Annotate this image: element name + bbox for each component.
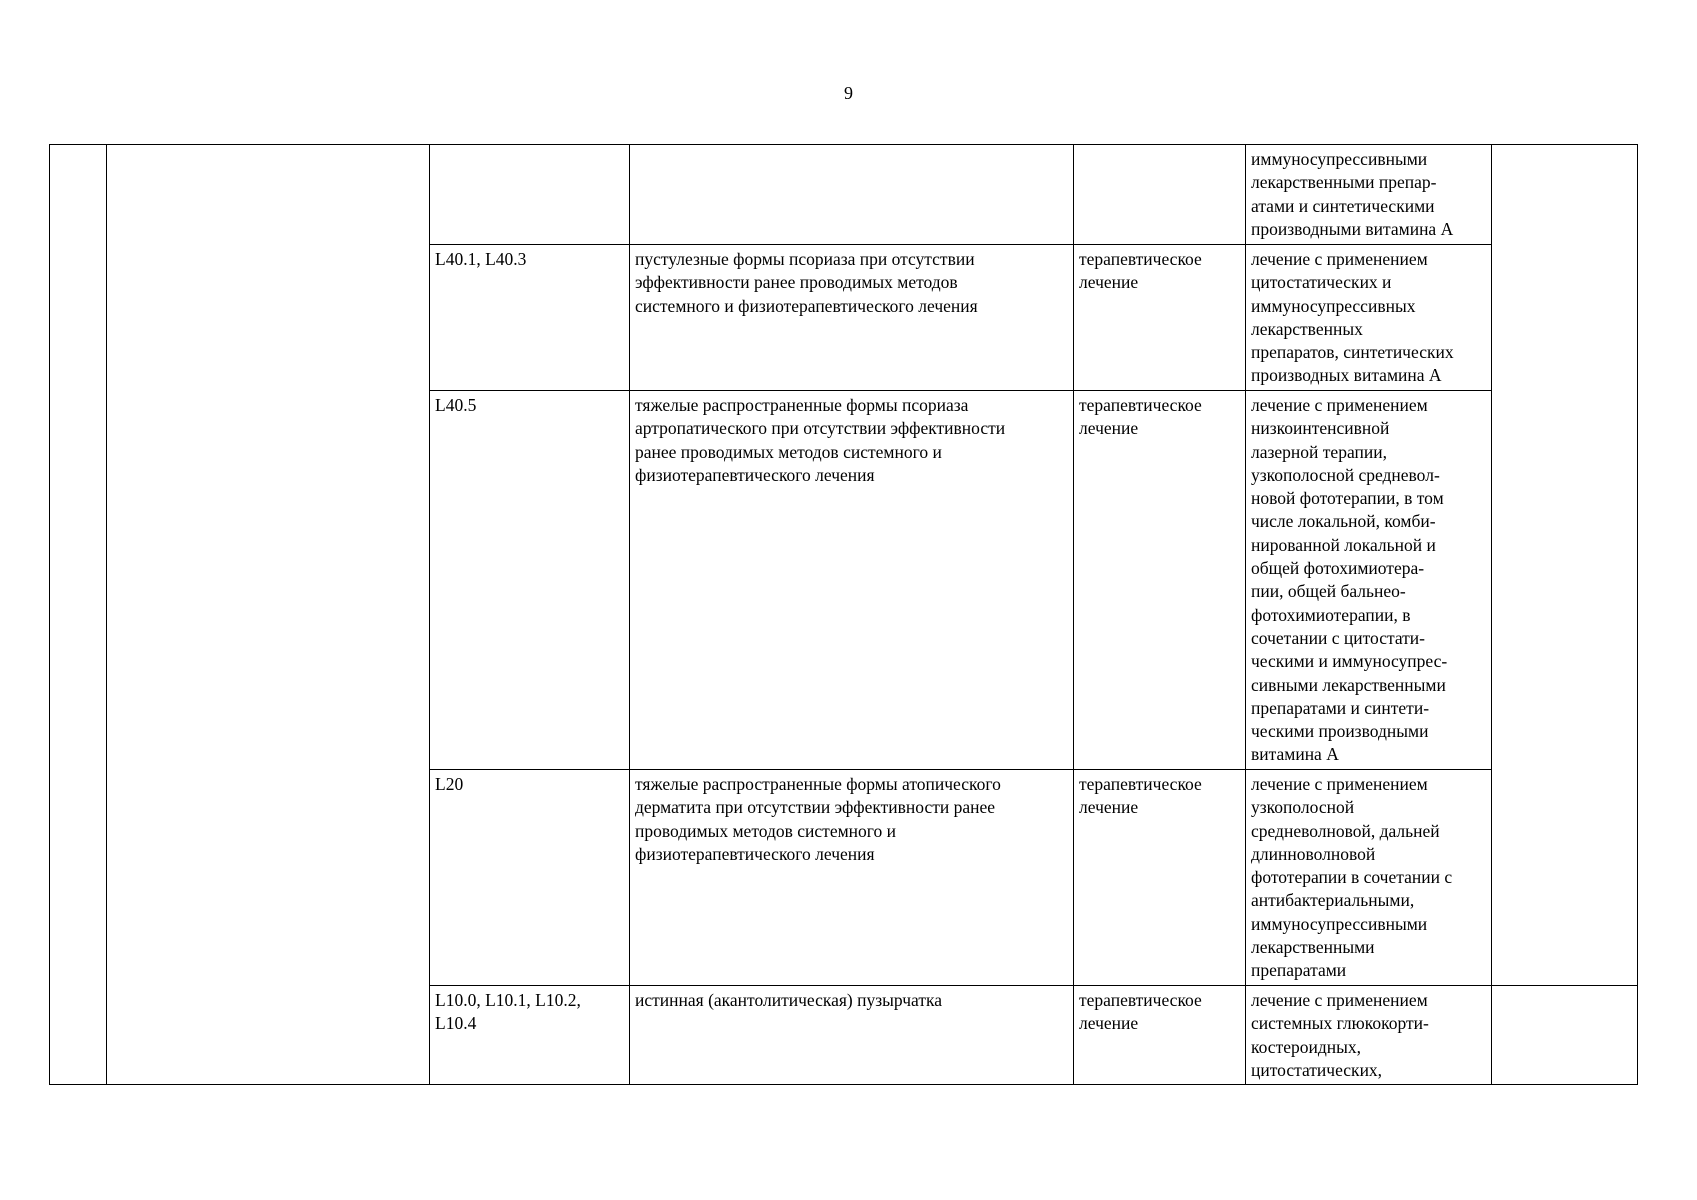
method-line: лазерной терапии,: [1251, 441, 1387, 462]
treatment-line: терапевтическое: [1079, 395, 1202, 415]
method-line: атами и синтетическими: [1251, 195, 1435, 216]
method-line: сивными лекарственными: [1251, 674, 1446, 695]
method-line: иммуносупрессивных: [1251, 295, 1416, 316]
method-line: лечение с применением: [1251, 395, 1428, 415]
model-cell: [630, 145, 1074, 245]
method-line: лечение с применением: [1251, 990, 1428, 1010]
method-line: лекарственных: [1251, 318, 1363, 339]
model-line: физиотерапевтического лечения: [635, 843, 875, 864]
model-line: системного и физиотерапевтического лечения: [635, 295, 978, 316]
method-line: производных витамина А: [1251, 365, 1442, 386]
code-line: L40.1, L40.3: [435, 249, 527, 269]
method-line: узкополосной: [1251, 797, 1355, 818]
treatment-line: терапевтическое: [1079, 990, 1202, 1010]
method-line: нированной локальной и: [1251, 534, 1436, 555]
model-cell: [630, 986, 1074, 1085]
method-line: лечение с применением: [1251, 249, 1428, 269]
code-line: L40.5: [435, 395, 477, 415]
code-line: L20: [435, 774, 464, 794]
method-line: антибактериальными,: [1251, 890, 1415, 911]
method-line: сочетании с цитостати-: [1251, 627, 1425, 648]
model-line: артропатического при отсутствии эффективности: [635, 418, 1006, 439]
model-cell: [630, 391, 1074, 770]
code-line: L10.0, L10.1, L10.2,: [435, 990, 581, 1010]
method-line: фототерапии в сочетании с: [1251, 867, 1453, 888]
cost-column-cell: [1492, 986, 1638, 1085]
treatment-line: терапевтическое: [1079, 774, 1202, 794]
method-line: длинноволновой: [1251, 843, 1376, 864]
cost-column-cell: [1492, 145, 1638, 986]
method-line: иммуносупрессивными: [1251, 913, 1428, 934]
method-line: узкополосной средневол-: [1251, 464, 1440, 485]
method-line: низкоинтенсивной: [1251, 418, 1390, 439]
profile-column-cell: [107, 145, 430, 1085]
treatment-type-cell: [1074, 245, 1246, 391]
method-line: производными витамина А: [1251, 218, 1454, 239]
method-line: средневолновой, дальней: [1251, 820, 1440, 841]
method-line: препаратами и синтети-: [1251, 697, 1430, 718]
method-line: иммуносупрессивными: [1251, 149, 1428, 169]
model-line: эффективности ранее проводимых методов: [635, 272, 958, 293]
method-line: лекарственными препар-: [1251, 172, 1437, 193]
method-line: общей фотохимиотера-: [1251, 558, 1425, 579]
treatment-line: лечение: [1079, 1013, 1139, 1034]
method-line: числе локальной, комби-: [1251, 511, 1436, 532]
model-line: тяжелые распространенные формы атопического: [635, 774, 1001, 794]
method-cell: [1246, 391, 1492, 770]
model-line: ранее проводимых методов системного и: [635, 441, 942, 462]
method-line: костероидных,: [1251, 1036, 1361, 1057]
code-cell: [430, 770, 630, 986]
model-cell: [630, 770, 1074, 986]
method-line: цитостатических,: [1251, 1059, 1383, 1080]
page-number: 9: [844, 83, 853, 103]
code-cell: [430, 986, 630, 1085]
method-line: лечение с применением: [1251, 774, 1428, 794]
method-line: ческими производными: [1251, 721, 1429, 742]
model-line: тяжелые распространенные формы псориаза: [635, 395, 969, 415]
method-line: препаратами: [1251, 960, 1347, 981]
model-line: пустулезные формы псориаза при отсутствии: [635, 249, 975, 269]
method-line: препаратов, синтетических: [1251, 342, 1454, 363]
code-line: L10.4: [435, 1013, 477, 1034]
method-line: цитостатических и: [1251, 272, 1392, 293]
method-line: лекарственными: [1251, 937, 1375, 958]
code-cell: [430, 391, 630, 770]
treatment-line: терапевтическое: [1079, 249, 1202, 269]
code-cell: [430, 145, 630, 245]
method-line: новой фототерапии, в том: [1251, 488, 1444, 509]
model-cell: [630, 245, 1074, 391]
treatment-line: лечение: [1079, 797, 1139, 818]
model-line: физиотерапевтического лечения: [635, 464, 875, 485]
number-column-cell: [50, 145, 107, 1085]
treatment-line: лечение: [1079, 272, 1139, 293]
method-line: системных глюкокорти-: [1251, 1013, 1429, 1034]
method-cell: [1246, 245, 1492, 391]
treatment-type-cell: [1074, 145, 1246, 245]
code-cell: [430, 245, 630, 391]
method-cell: [1246, 770, 1492, 986]
model-line: истинная (акантолитическая) пузырчатка: [635, 990, 942, 1010]
treatment-type-cell: [1074, 391, 1246, 770]
treatment-type-cell: [1074, 770, 1246, 986]
table-row-continuation: [50, 145, 1638, 245]
services-table: [49, 144, 1638, 1085]
method-cell: [1246, 986, 1492, 1085]
method-line: пии, общей бальнео-: [1251, 581, 1406, 602]
treatment-type-cell: [1074, 986, 1246, 1085]
method-cell: [1246, 145, 1492, 245]
model-line: дерматита при отсутствии эффективности ранее: [635, 797, 996, 818]
method-line: фотохимиотерапии, в: [1251, 604, 1411, 625]
method-line: ческими и иммуносупрес-: [1251, 651, 1448, 672]
model-line: проводимых методов системного и: [635, 820, 897, 841]
treatment-line: лечение: [1079, 418, 1139, 439]
method-line: витамина А: [1251, 744, 1339, 765]
